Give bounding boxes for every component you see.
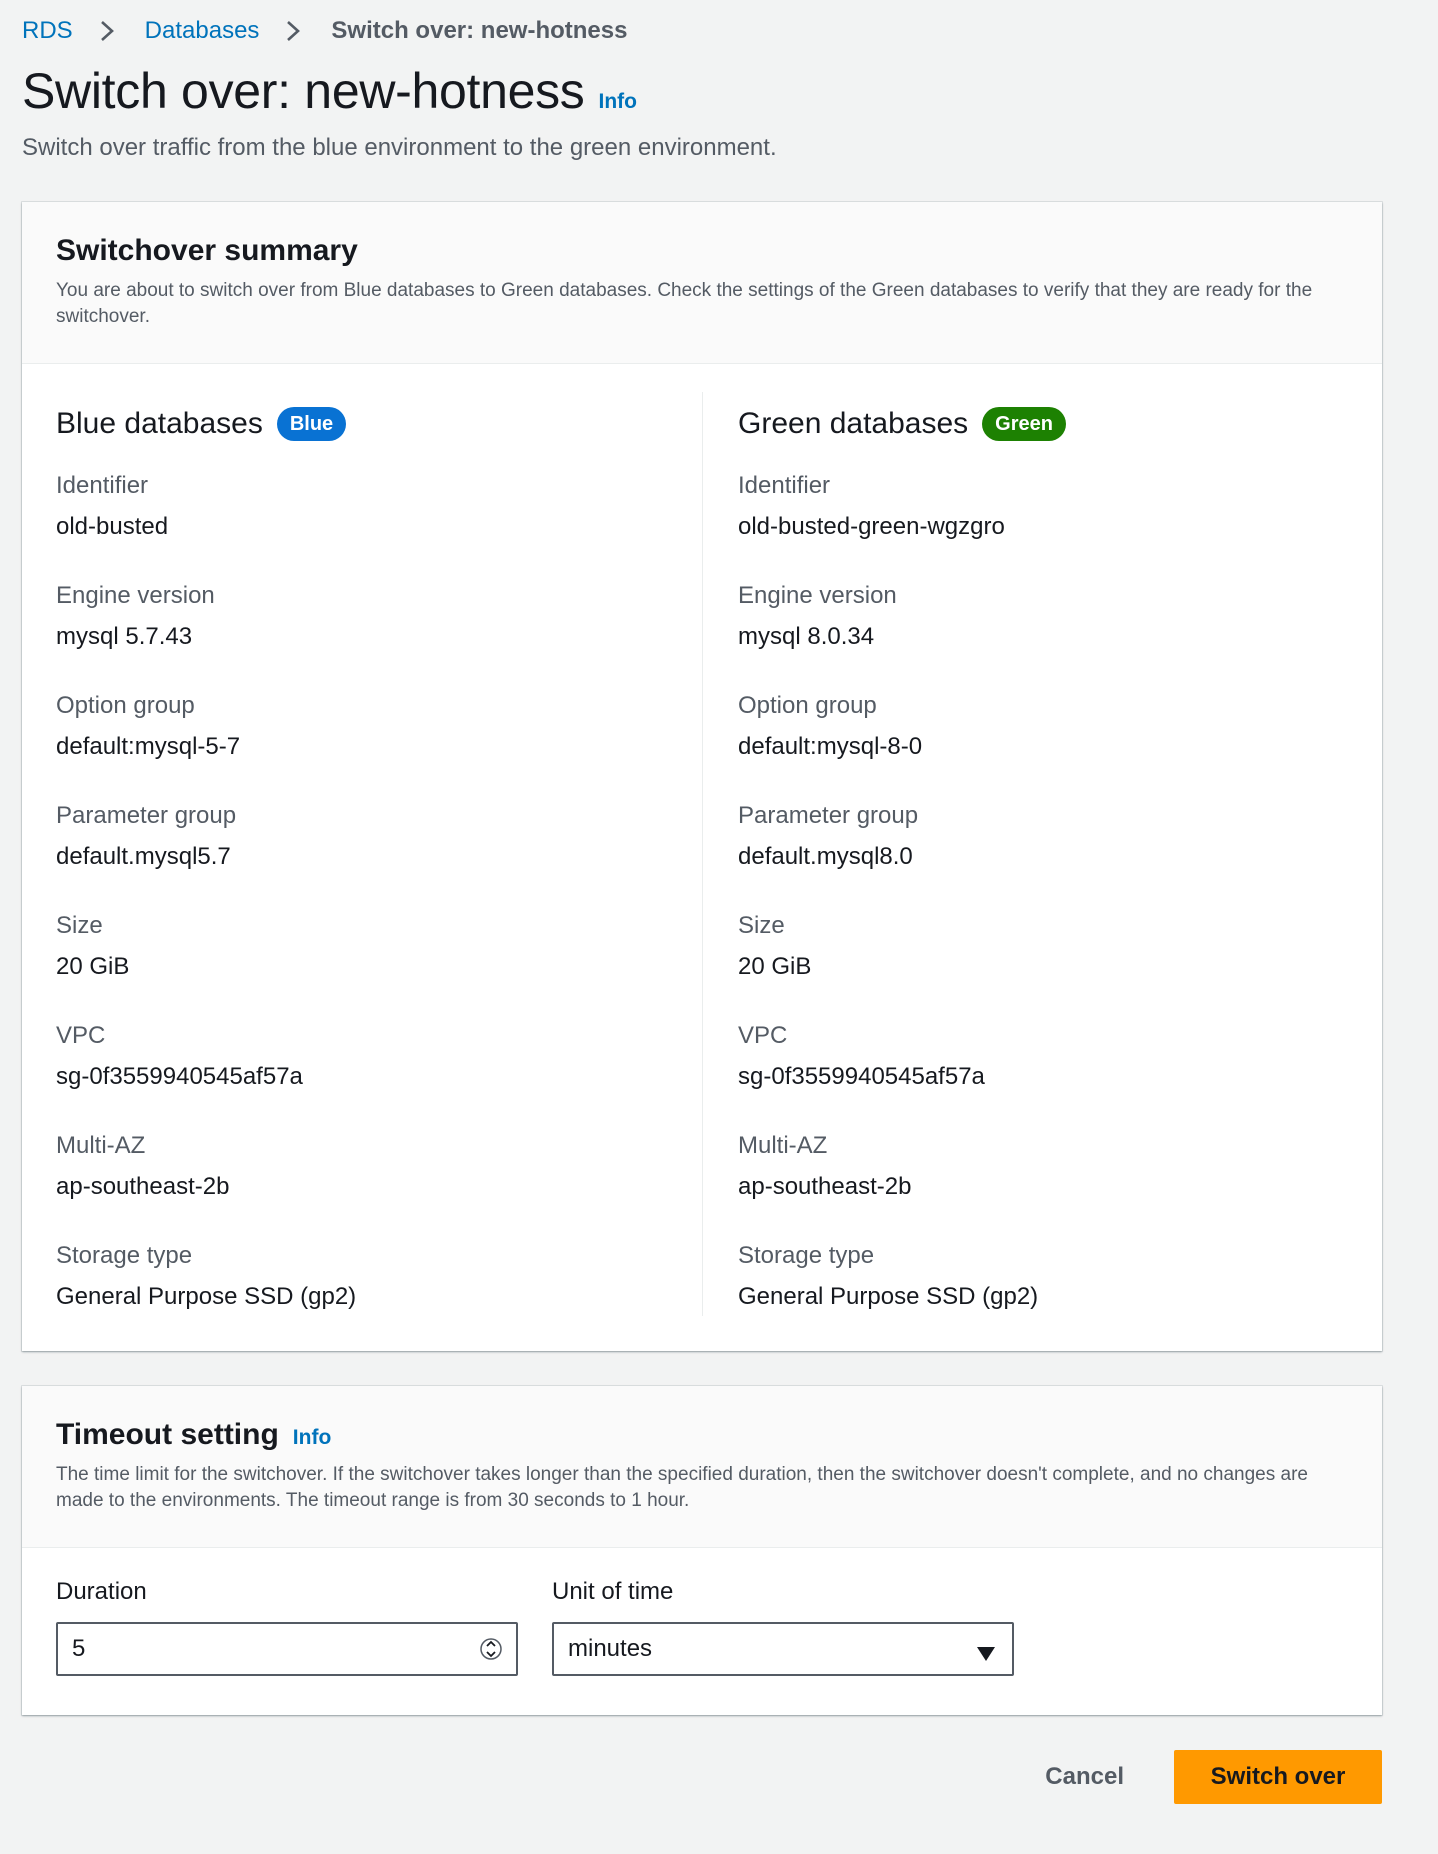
duration-field <box>56 1576 518 1676</box>
column-divider <box>702 392 703 1316</box>
timeout-info-link[interactable]: Info <box>292 1426 332 1449</box>
field-label: Engine version <box>738 582 897 609</box>
field-value: default:mysql-5-7 <box>56 733 241 760</box>
field-value: old-busted-green-wgzgro <box>738 513 1005 540</box>
field-value: sg-0f3559940545af57a <box>56 1063 303 1090</box>
unit-of-time-select[interactable] <box>552 1622 1014 1676</box>
summary-header <box>22 202 1382 364</box>
field-value: 20 GiB <box>738 953 812 980</box>
field-label: Engine version <box>56 582 215 609</box>
blue-databases-title: Blue databases <box>56 407 263 440</box>
unit-of-time-value: minutes <box>568 1635 653 1662</box>
timeout-setting-panel <box>22 1386 1382 1715</box>
cancel-button[interactable]: Cancel <box>1025 1749 1144 1805</box>
field-label: Option group <box>738 692 877 719</box>
field-label: Option group <box>56 692 195 719</box>
page-title: Switch over: new-hotness <box>22 63 585 119</box>
green-engine-version <box>738 580 1338 666</box>
field-label: Parameter group <box>738 802 919 829</box>
blue-size <box>56 910 656 996</box>
blue-multi-az <box>56 1130 656 1216</box>
switch-over-button[interactable]: Switch over <box>1174 1750 1382 1804</box>
timeout-title-row <box>56 1418 1348 1452</box>
blue-engine-version <box>56 580 656 666</box>
unit-of-time-field <box>552 1576 1014 1676</box>
green-storage-type <box>738 1240 1338 1326</box>
field-label: Storage type <box>56 1242 193 1269</box>
page-description: Switch over traffic from the blue environment to the green environment. <box>22 134 777 161</box>
field-label: VPC <box>738 1022 788 1049</box>
page-header <box>22 62 777 162</box>
field-value: ap-southeast-2b <box>738 1173 912 1200</box>
green-size <box>738 910 1338 996</box>
field-label: VPC <box>56 1022 106 1049</box>
green-option-group <box>738 690 1338 776</box>
breadcrumb-databases-link[interactable]: Databases <box>144 17 260 44</box>
caret-down-icon <box>976 1641 996 1669</box>
number-stepper-icon[interactable] <box>480 1634 502 1664</box>
field-label: Identifier <box>738 472 831 499</box>
green-vpc <box>738 1020 1338 1106</box>
blue-storage-type <box>56 1240 656 1326</box>
breadcrumb <box>22 14 627 48</box>
summary-title: Switchover summary <box>56 234 358 267</box>
green-parameter-group <box>738 800 1338 886</box>
field-label: Parameter group <box>56 802 237 829</box>
chevron-right-icon <box>89 16 129 46</box>
field-label: Identifier <box>56 472 149 499</box>
duration-label: Duration <box>56 1578 147 1605</box>
field-label: Storage type <box>738 1242 875 1269</box>
field-value: default.mysql5.7 <box>56 843 231 870</box>
green-databases-title: Green databases <box>738 407 969 440</box>
timeout-description: The time limit for the switchover. If the switchover takes longer than the specified duration, then the switchover doesn't complete, and no changes are made to the environments. The timeout range is from 30 seconds to 1 hour. <box>56 1464 1308 1511</box>
green-databases-column <box>738 404 1338 1326</box>
field-value: General Purpose SSD (gp2) <box>56 1283 357 1310</box>
timeout-header <box>22 1386 1382 1548</box>
field-value: General Purpose SSD (gp2) <box>738 1283 1039 1310</box>
blue-vpc <box>56 1020 656 1106</box>
blue-identifier <box>56 470 656 556</box>
summary-description: You are about to switch over from Blue databases to Green databases. Check the settings of the Green databases to verify that they are ready for the switchover. <box>56 280 1313 327</box>
field-label: Multi-AZ <box>738 1132 828 1159</box>
duration-value: 5 <box>72 1635 86 1662</box>
blue-badge: Blue <box>277 407 346 441</box>
green-multi-az <box>738 1130 1338 1216</box>
field-value: default:mysql-8-0 <box>738 733 923 760</box>
breadcrumb-current: Switch over: new-hotness <box>331 17 628 44</box>
green-badge: Green <box>982 407 1066 441</box>
unit-of-time-label: Unit of time <box>552 1578 674 1605</box>
blue-parameter-group <box>56 800 656 886</box>
field-value: old-busted <box>56 513 169 540</box>
green-identifier <box>738 470 1338 556</box>
blue-databases-column <box>56 404 656 1326</box>
blue-option-group <box>56 690 656 776</box>
switchover-summary-panel <box>22 202 1382 1351</box>
field-value: ap-southeast-2b <box>56 1173 230 1200</box>
form-actions <box>1025 1749 1382 1805</box>
chevron-right-icon <box>275 16 315 46</box>
field-value: mysql 8.0.34 <box>738 623 875 650</box>
field-label: Multi-AZ <box>56 1132 146 1159</box>
breadcrumb-rds-link[interactable]: RDS <box>22 17 73 44</box>
timeout-title: Timeout setting <box>56 1418 279 1451</box>
duration-input[interactable] <box>56 1622 518 1676</box>
field-label: Size <box>738 912 785 939</box>
field-value: default.mysql8.0 <box>738 843 913 870</box>
field-value: mysql 5.7.43 <box>56 623 193 650</box>
field-value: sg-0f3559940545af57a <box>738 1063 985 1090</box>
field-value: 20 GiB <box>56 953 130 980</box>
field-label: Size <box>56 912 103 939</box>
page-info-link[interactable]: Info <box>598 90 637 113</box>
